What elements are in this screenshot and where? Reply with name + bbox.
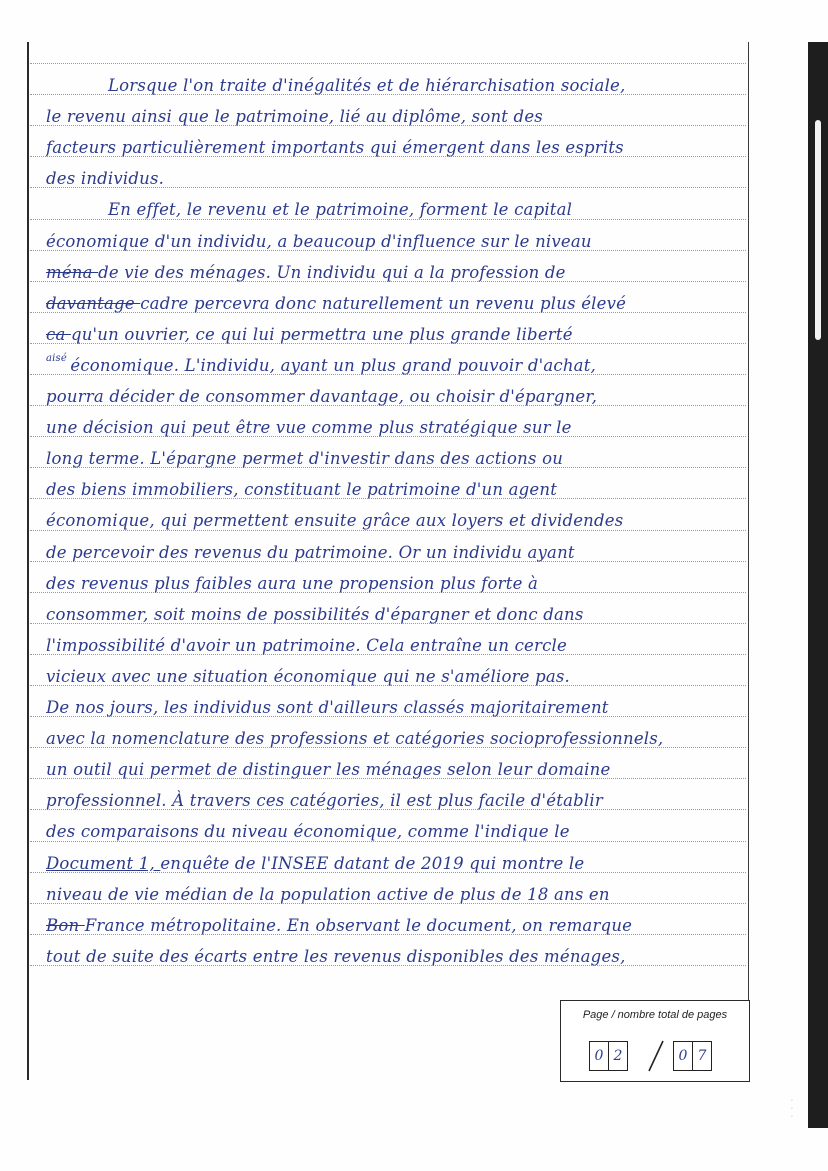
inserted-word: aisé — [46, 352, 71, 364]
underlined-reference: Document 1, — [46, 853, 161, 873]
text-line — [46, 288, 746, 319]
line-text: consommer, soit moins de possibilités d'épargner et donc dans — [46, 604, 584, 624]
line-text: l'impossibilité d'avoir un patrimoine. Cela entraîne un cercle — [46, 635, 567, 655]
text-line — [46, 505, 746, 536]
line-text: avec la nomenclature des professions et catégories socioprofessionnels, — [46, 729, 664, 749]
page-number-box — [560, 1000, 750, 1082]
line-text: qu'un ouvrier, ce qui lui permettra une plus grande liberté — [70, 324, 573, 344]
total-pages-digits — [673, 1041, 711, 1071]
line-text: long terme. L'épargne permet d'investir dans des actions ou — [46, 449, 564, 469]
text-line — [46, 785, 746, 816]
text-line — [46, 226, 746, 257]
current-page-digit: 0 — [589, 1041, 609, 1071]
text-line — [46, 661, 746, 692]
crossed-out-word: davantage — [46, 293, 141, 313]
line-text: économique d'un individu, a beaucoup d'influence sur le niveau — [46, 231, 592, 251]
line-text: vicieux avec une situation économique qui ne s'améliore pas. — [46, 666, 570, 686]
slash-separator — [647, 1039, 665, 1073]
text-line — [46, 101, 746, 132]
text-line — [46, 754, 746, 785]
line-text: enquête de l'INSEE datant de 2019 qui montre le — [160, 853, 585, 873]
line-text: des biens immobiliers, constituant le patrimoine d'un agent — [46, 480, 558, 500]
current-page-digits — [589, 1041, 627, 1071]
line-text: Lorsque l'on traite d'inégalités et de hiérarchisation sociale, — [108, 76, 626, 95]
text-line — [46, 443, 746, 474]
crossed-out-word: ména — [46, 262, 99, 282]
text-line — [46, 412, 746, 443]
text-line — [46, 474, 746, 505]
total-page-digit: 7 — [692, 1041, 712, 1071]
page-box-label: Page / nombre total de pages — [582, 1009, 728, 1021]
line-text: En effet, le revenu et le patrimoine, forment le capital — [108, 200, 573, 220]
text-line — [46, 941, 746, 972]
line-text: cadre percevra donc naturellement un revenu plus élevé — [140, 293, 627, 313]
text-line — [46, 568, 746, 599]
crossed-out-word: Bon — [46, 915, 85, 935]
line-text: de vie des ménages. Un individu qui a la profession de — [98, 262, 566, 282]
text-line — [46, 132, 746, 163]
total-page-digit: 0 — [673, 1041, 693, 1071]
text-line — [46, 70, 808, 101]
text-line — [46, 630, 746, 661]
line-text: pourra décider de consommer davantage, ou choisir d'épargner, — [46, 387, 598, 406]
text-line — [46, 910, 746, 941]
line-text: niveau de vie médian de la population active de plus de 18 ans en — [46, 884, 610, 904]
text-line — [46, 319, 746, 350]
crossed-out-word: ca — [46, 324, 71, 344]
line-text: économique, qui permettent ensuite grâce aux loyers et dividendes — [46, 511, 624, 531]
line-text: de percevoir des revenus du patrimoine. Or un individu ayant — [46, 542, 575, 562]
scrollbar-thumb[interactable] — [815, 120, 821, 340]
text-line — [46, 257, 746, 288]
left-margin-line — [27, 42, 29, 1080]
text-line — [46, 163, 746, 194]
text-line — [46, 848, 746, 879]
line-text: des comparaisons du niveau économique, comme l'indique le — [46, 822, 570, 842]
text-line — [46, 692, 746, 723]
line-text: une décision qui peut être vue comme plus stratégique sur le — [46, 418, 572, 438]
line-text: De nos jours, les individus sont d'ailleurs classés majoritairement — [46, 698, 609, 717]
line-text: économique. L'individu, ayant un plus grand pouvoir d'achat, — [70, 355, 596, 375]
text-line — [46, 350, 746, 381]
text-line — [46, 816, 746, 847]
text-line — [46, 537, 746, 568]
line-text: facteurs particulièrement importants qui émergent dans les esprits — [46, 138, 624, 158]
line-text: un outil qui permet de distinguer les ménages selon leur domaine — [46, 760, 611, 780]
text-line — [46, 879, 746, 910]
current-page-digit: 2 — [608, 1041, 628, 1071]
line-text: le revenu ainsi que le patrimoine, lié au diplôme, sont des — [46, 107, 543, 127]
text-line — [46, 194, 808, 225]
line-text: France métropolitaine. En observant le document, on remarque — [84, 915, 633, 935]
text-line — [46, 599, 746, 630]
text-line — [46, 723, 746, 754]
line-text: professionnel. À travers ces catégories, il est plus facile d'établir — [46, 791, 603, 811]
line-text: des revenus plus faibles aura une propension plus forte à — [46, 573, 539, 593]
text-line — [46, 381, 746, 412]
line-text: des individus. — [46, 169, 165, 189]
drag-handle-icon[interactable]: · · · — [790, 1096, 794, 1123]
line-text: tout de suite des écarts entre les revenus disponibles des ménages, — [46, 946, 626, 966]
ruled-line — [30, 63, 746, 64]
